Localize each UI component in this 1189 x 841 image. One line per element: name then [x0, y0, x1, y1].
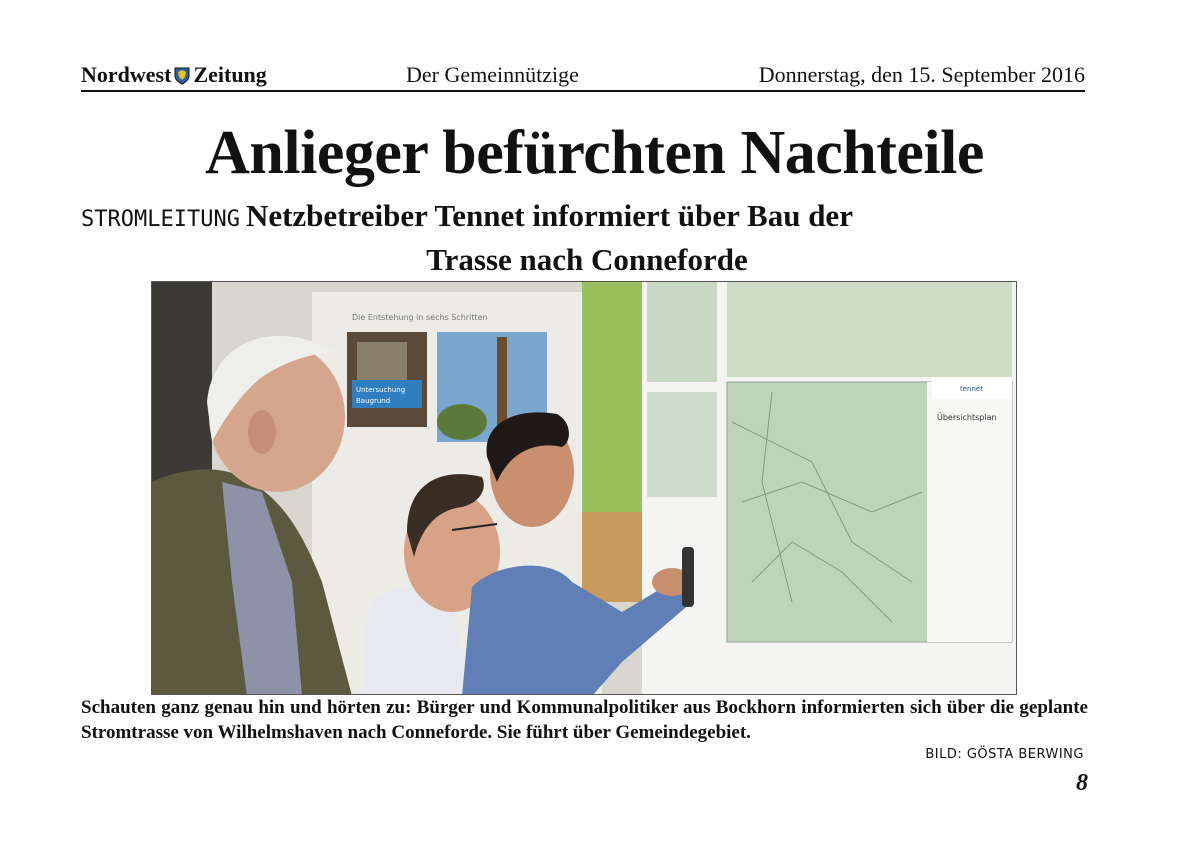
- masthead: [81, 58, 1085, 92]
- newspaper-name: [81, 62, 267, 91]
- photo-caption: Schauten ganz genau hin und hörten zu: Bürger und Kommunalpolitiker aus Bockhorn informierten sich über die geplante Stromtrasse von Wilhelmshaven nach Conneforde. Sie führt über Gemeindegebiet.: [81, 697, 1088, 743]
- poster-label-1: Untersuchung: [356, 386, 406, 394]
- coat-of-arms-icon: [174, 65, 190, 91]
- map-brand-label: tennet: [960, 385, 983, 393]
- subhead-text-1: Netzbetreiber Tennet informiert über Bau der: [245, 198, 853, 233]
- newspaper-name-left: Nordwest: [81, 62, 172, 87]
- map-title-label: Übersichtsplan: [937, 413, 997, 422]
- photo-credit: BILD: GÖSTA BERWING: [925, 747, 1084, 762]
- poster-caption: Die Entstehung in sechs Schritten: [352, 313, 488, 322]
- article-headline: Anlieger befürchten Nachteile: [205, 119, 984, 187]
- section-name: Der Gemeinnützige: [406, 62, 579, 87]
- article-subhead: [81, 196, 1081, 280]
- topic-kicker: STROMLEITUNG: [81, 207, 240, 232]
- article-photo: [151, 281, 1017, 695]
- subhead-line-2: Trasse nach Conneforde: [426, 242, 748, 277]
- photo-illustration: [152, 282, 1017, 695]
- subhead-line-1: [81, 196, 1081, 240]
- poster-label-2: Baugrund: [356, 397, 391, 405]
- issue-date: Donnerstag, den 15. September 2016: [758, 62, 1085, 87]
- newspaper-name-right: Zeitung: [193, 62, 267, 87]
- page-number: 8: [1076, 770, 1088, 796]
